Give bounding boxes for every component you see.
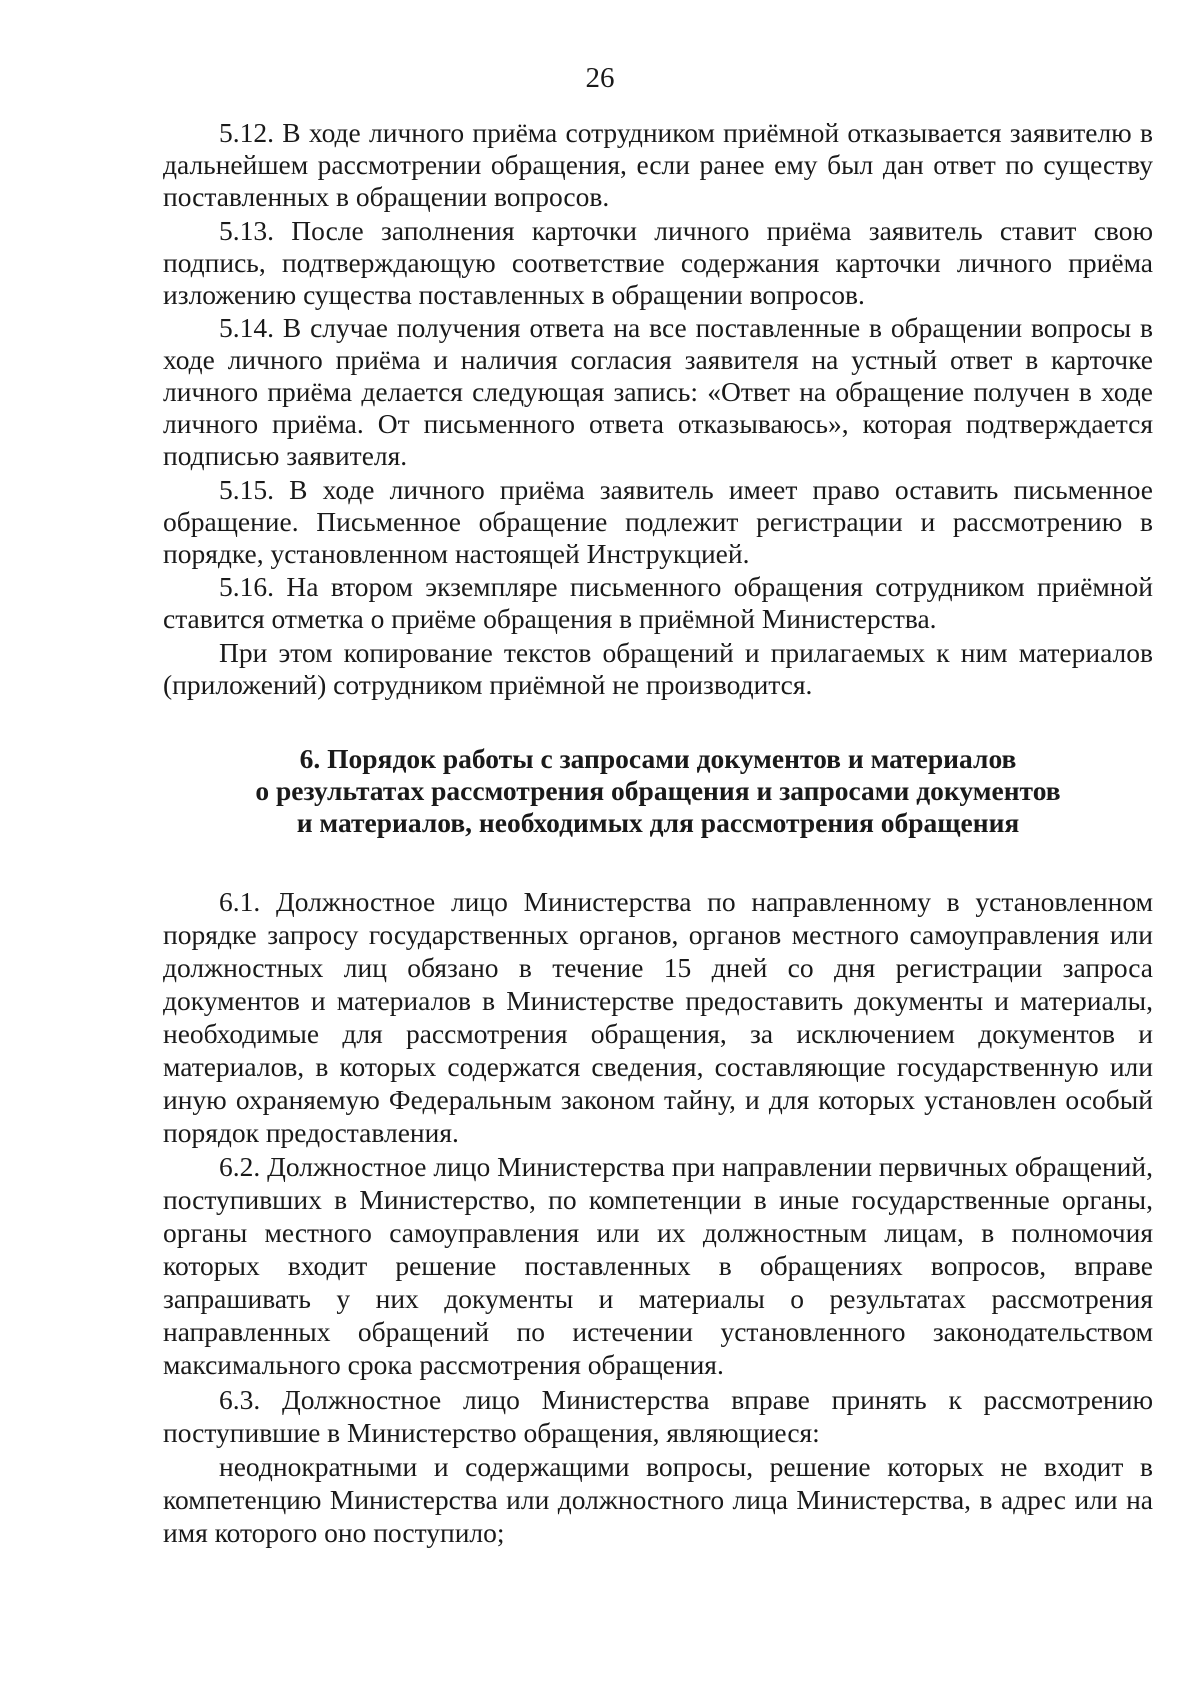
paragraph-6-2: 6.2. Должностное лицо Министерства при направлении первичных обращений, поступивших в Министерство, по компетенции в иные государственные органы, органы местного самоуправления или их должностным лицам, в полномочия которых входит решение поставленных в обращениях вопросов, вправе запрашивать у них документы и материалы о результатах рассмотрения направленных обращений по истечении установленного законодательством максимального срока рассмотрения обращения.: [163, 1151, 1153, 1380]
section-heading: [163, 743, 1153, 839]
page-number: 26: [585, 62, 615, 94]
paragraph-5-16: 5.16. На втором экземпляре письменного обращения сотрудником приёмной ставится отметка о приёме обращения в приёмной Министерства.: [163, 571, 1153, 634]
document-body: [163, 117, 1153, 1551]
section-heading-line-2: о результатах рассмотрения обращения и запросами документов: [255, 774, 1061, 806]
paragraph-5-15: 5.15. В ходе личного приёма заявитель имеет право оставить письменное обращение. Письменное обращение подлежит регистрации и рассмотрению в порядке, установленном настоящей Инструкцией.: [163, 473, 1153, 569]
paragraph-5-14: 5.14. В случае получения ответа на все поставленные в обращении вопросы в ходе личного приёма и наличия согласия заявителя на устный ответ в карточке личного приёма делается следующая запись: «Ответ на обращение получен в ходе личного приёма. От письменного ответа отказываюсь», которая подтверждается подписью заявителя.: [163, 312, 1153, 471]
section-heading-line-1: 6. Порядок работы с запросами документов и материалов: [299, 742, 1017, 774]
section-6-body: [163, 885, 1153, 1550]
paragraph-5-13: 5.13. После заполнения карточки личного приёма заявитель ставит свою подпись, подтверждающую соответствие содержания карточки личного приёма изложению существа поставленных в обращении вопросов.: [163, 214, 1153, 310]
section-heading-line-3: и материалов, необходимых для рассмотрения обращения: [296, 806, 1020, 838]
paragraph-6-1: 6.1. Должностное лицо Министерства по направленному в установленном порядке запросу государственных органов, органов местного самоуправления или должностных лиц обязано в течение 15 дней со дня регистрации запроса документов и материалов в Министерстве предоставить документы и материалы, необходимые для рассмотрения обращения, за исключением документов и материалов, в которых содержатся сведения, составляющие государственную или иную охраняемую Федеральным законом тайну, и для которых установлен особый порядок предоставления.: [163, 885, 1153, 1148]
paragraph-5-12: 5.12. В ходе личного приёма сотрудником приёмной отказывается заявителю в дальнейшем рассмотрении обращения, если ранее ему был дан ответ по существу поставленных в обращении вопросов.: [163, 117, 1153, 212]
paragraph-6-3-item: неоднократными и содержащими вопросы, решение которых не входит в компетенцию Министерства или должностного лица Министерства, в адрес или на имя которого оно поступило;: [163, 1451, 1153, 1548]
paragraph-copy-note: При этом копирование текстов обращений и прилагаемых к ним материалов (приложений) сотрудником приёмной не производится.: [163, 636, 1153, 700]
paragraph-6-3: 6.3. Должностное лицо Министерства вправе принять к рассмотрению поступившие в Министерство обращения, являющиеся:: [163, 1383, 1153, 1448]
